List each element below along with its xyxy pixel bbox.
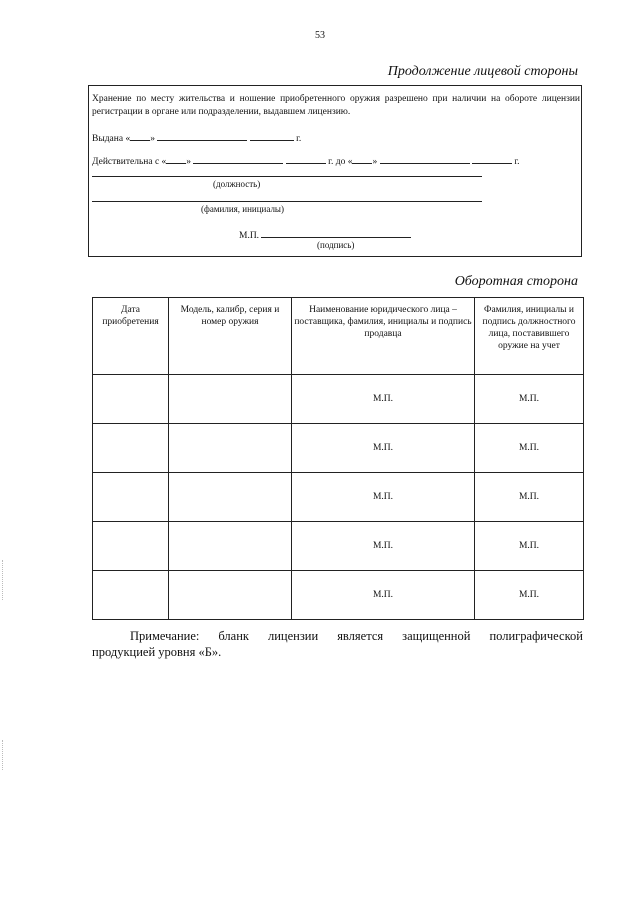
- valid-g: г.: [328, 157, 334, 167]
- table-cell[interactable]: [93, 473, 169, 522]
- issued-prefix: Выдана «: [92, 134, 131, 144]
- valid-from-day-field[interactable]: [166, 154, 186, 164]
- scan-margin-mark: [2, 740, 4, 770]
- table-cell[interactable]: М.П.: [292, 424, 475, 473]
- signature-line[interactable]: [261, 228, 411, 238]
- table-cell[interactable]: [93, 375, 169, 424]
- note-word: Примечание:: [130, 629, 200, 643]
- issued-month-field[interactable]: [157, 131, 247, 141]
- note-word: является: [337, 629, 384, 643]
- table-cell[interactable]: М.П.: [292, 375, 475, 424]
- valid-row: [92, 154, 520, 167]
- table-cell[interactable]: [169, 375, 292, 424]
- note-word: защищенной: [402, 629, 471, 643]
- table-header-row: [93, 298, 584, 375]
- storage-paragraph: Хранение по месту жительства и ношение приобретенного оружия разрешено при наличии на обороте лицензии регистрации в органе или подразделении, выдавшем лицензию.: [92, 94, 580, 117]
- name-caption: (фамилия, инициалы): [201, 204, 284, 214]
- table-cell[interactable]: [169, 522, 292, 571]
- valid-to-year-field[interactable]: [472, 154, 512, 164]
- table-cell[interactable]: [93, 424, 169, 473]
- table-row: [93, 571, 584, 620]
- note-line-2: продукцией уровня «Б».: [92, 645, 222, 659]
- valid-from-year-field[interactable]: [286, 154, 326, 164]
- table-cell[interactable]: [93, 571, 169, 620]
- table-cell[interactable]: М.П.: [475, 522, 584, 571]
- table-cell[interactable]: М.П.: [475, 571, 584, 620]
- valid-suffix: г.: [514, 157, 520, 167]
- valid-to-day-field[interactable]: [352, 154, 372, 164]
- issued-mid: »: [150, 134, 155, 144]
- table-cell[interactable]: М.П.: [292, 571, 475, 620]
- signature-caption: (подпись): [317, 240, 355, 250]
- scan-margin-mark: [2, 560, 4, 600]
- table-cell[interactable]: М.П.: [292, 522, 475, 571]
- column-header-model: Модель, калибр, серия и номер оружия: [169, 298, 292, 375]
- table-row: [93, 424, 584, 473]
- front-side-heading: Продолжение лицевой стороны: [387, 64, 578, 79]
- license-front-box: [88, 85, 582, 257]
- table-cell[interactable]: М.П.: [475, 473, 584, 522]
- table-row: [93, 375, 584, 424]
- valid-to: до «: [335, 157, 353, 167]
- issued-row: [92, 131, 301, 144]
- table-cell[interactable]: [93, 522, 169, 571]
- note-word: бланк: [218, 629, 249, 643]
- column-header-supplier: Наименование юридического лица – поставщика, фамилия, инициалы и подпись продавца: [292, 298, 475, 375]
- column-header-official: Фамилия, инициалы и подпись должностного лица, поставившего оружие на учет: [475, 298, 584, 375]
- note-paragraph: [92, 628, 583, 660]
- valid-from-month-field[interactable]: [193, 154, 283, 164]
- table-cell[interactable]: М.П.: [475, 375, 584, 424]
- position-line[interactable]: [92, 176, 482, 177]
- issued-day-field[interactable]: [130, 131, 150, 141]
- stamp-label: М.П.: [239, 231, 260, 241]
- note-word: полиграфической: [489, 629, 583, 643]
- note-line-1: [92, 628, 583, 644]
- valid-prefix: Действительна с «: [92, 157, 167, 167]
- table-row: [93, 522, 584, 571]
- issued-suffix: г.: [296, 134, 302, 144]
- table-cell[interactable]: М.П.: [292, 473, 475, 522]
- position-caption: (должность): [213, 179, 261, 189]
- table-cell[interactable]: [169, 424, 292, 473]
- back-side-heading: Оборотная сторона: [454, 274, 578, 289]
- table-row: [93, 473, 584, 522]
- name-line[interactable]: [92, 201, 482, 202]
- valid-mid2: »: [372, 157, 378, 167]
- issued-year-field[interactable]: [250, 131, 294, 141]
- table-cell[interactable]: М.П.: [475, 424, 584, 473]
- valid-to-month-field[interactable]: [380, 154, 470, 164]
- table-cell[interactable]: [169, 571, 292, 620]
- acquisition-table: [92, 297, 584, 620]
- note-word: лицензии: [268, 629, 319, 643]
- valid-mid: »: [186, 157, 192, 167]
- table-cell[interactable]: [169, 473, 292, 522]
- page-number: 53: [315, 30, 325, 41]
- column-header-date: Дата приобретения: [93, 298, 169, 375]
